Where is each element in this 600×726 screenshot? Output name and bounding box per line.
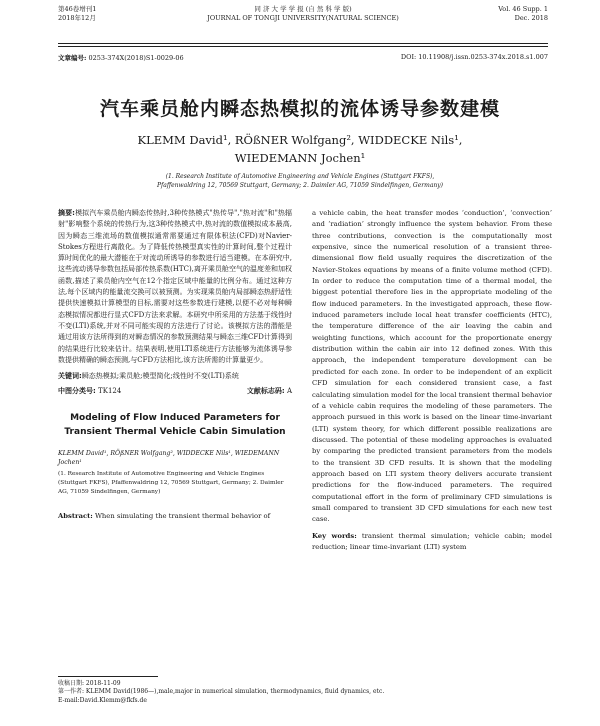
right-column [312, 208, 552, 553]
author-list: KLEMM David¹, RÖßNER Wolfgang², WIDDECKE Nils¹, WIEDEMANN Jochen¹ [137, 133, 463, 165]
document-code: 文献标志码: A [246, 387, 292, 396]
footnote-rule [58, 676, 158, 677]
header-rule [58, 43, 548, 44]
date-cn: 2018年12月 [58, 13, 96, 22]
running-header [58, 5, 548, 41]
doi: DOI: 10.11908/j.issn.0253-374x.2018.s1.007 [400, 53, 548, 61]
affiliations-en: (1. Research Institute of Automotive Engineering and Vehicle Engines (Stuttgart FKFS), Pfaffenwaldring 12, 70569 Stuttgart, Germany; 2. Daimler AG, 71059 Sindelfingen, Germany) [58, 471, 284, 496]
paper-title-cn: 汽车乘员舱内瞬态热模拟的流体诱导参数建模 [99, 98, 500, 120]
paper-title-en: Modeling of Flow Induced Parameters for Transient Thermal Vehicle Cabin Simulation [64, 413, 286, 438]
author-email: E-mail:David.Klemm@fkfs.de [58, 696, 147, 704]
abstract-en-start: Abstract: When simulating the transient thermal behavior of [58, 512, 271, 521]
keywords-cn: 关键词:瞬态热模拟;乘员舱;模型简化;线性时不变(LTI)系统 [58, 372, 239, 381]
clc-number: 中图分类号: TK124 [58, 387, 122, 396]
first-author-info: 第一作者: KLEMM David(1986—),male,major in numerical simulation, thermodynamics, fluid dynamics, etc. [58, 688, 385, 696]
header-center [58, 5, 548, 22]
footnote [58, 676, 548, 705]
affiliations: (1. Research Institute of Automotive Engineering and Vehicle Engines (Stuttgart FKFS), Pfaffenwaldring 12, 70569 Stuttgart, Germany; 2. Daimler AG, 71059 Sindelfingen, Germany) [156, 173, 443, 189]
header-right [498, 5, 548, 22]
article-number: 文章编号: 0253-374X(2018)S1-0029-06 [58, 54, 184, 62]
journal-name-cn: 同 济 大 学 学 报 (自 然 科 学 版) [254, 5, 352, 13]
keywords-en: Key words: transient thermal simulation; vehicle cabin; model reduction; linear time-invariant (LTI) system [312, 531, 553, 551]
date-en: Dec. 2018 [514, 13, 548, 22]
received-date: 收稿日期: 2018-11-09 [58, 680, 121, 687]
header-rule-thin [58, 46, 548, 47]
left-column [58, 208, 292, 521]
volume-cn: 第46卷增刊1 [58, 5, 97, 13]
classification [58, 386, 292, 397]
journal-name-en: JOURNAL OF TONGJI UNIVERSITY(NATURAL SCIENCE) [207, 13, 399, 22]
author-list-en: KLEMM David¹, RÖßNER Wolfgang², WIDDECKE Nils¹, WIEDEMANN Jochen¹ [58, 450, 280, 467]
abstract-en: a vehicle cabin, the heat transfer modes ‘conduction’, ‘convection’ and ‘radiation’ strongly influence the system behavior. From these three contributions, convection is the computationally most expensive, since the numerical resolution of a transient three-dimensional flow field usually requires the discretization of the Navier-Stokes equations by means of a finite volume method (CFD). In order to reduce the computation time of a thermal model, the biggest potential therefore lies in the appropriate modeling of the flow induced parameters. In the investigated approach, these flow-induced parameters include local heat transfer coefficients (HTC), the temperature difference of the air leaving the cabin and weighting functions, which account for the proportionate energy distribution within the cabin air into 12 defined zones. With this approach, the independent temperature development can be predicted for each zone. In order to be independent of an explicit CFD simulation for each considered transient case, a fast calculating simulation model for the local transient thermal behavior of a vehicle cabin requires the modeling of these parameters. The approach pursued in this work is based on the linear time-invariant (LTI) system theory, for which different possible realizations are discussed. The potential of these modeling approaches is evaluated by comparing the predicted transient parameters from the models to the transient 3D CFD results. It is shown that the modeling approach based on LTI system theory delivers accurate transient predictions for the flow-induced parameters. The required computational effort in the form of preliminary CFD simulations is small compared to transient 3D CFD simulations for each new test case. [312, 209, 552, 524]
volume-en: Vol. 46 Supp. 1 [498, 5, 548, 13]
abstract-cn: 摘要:模拟汽车乘员舱内瞬态传热时,3种传热模式"热传导","热对流"和"热辐射"影响整个系统的传热行为,这3种传热模式中,热对流的数值模拟成本最高,因为瞬态三维流场的数值模拟通常需要通过有限体积法(CFD)对Navier-Stokes方程进行离散化。为了降低传热模型真实性的计算时间,整个过程计算时间优化的最大潜能在于对流动所诱导的参数进行适当建模。在本研究中,这些流动诱导参数包括局部传热系数(HTC),离开乘员舱空气的温度差和加权函数,描述了乘员舱内空气在12个指定区域中能量的比例分布。通过这种方法,每个区域内的能量流交换可以被预测。为实现乘员舱内局部瞬态热舒适性提供快速模拟计算模型的目标,需要对这些参数进行建模,以便不必对每种瞬态模拟情况都进行显式CFD方法来求解。本研究中所采用的方法基于线性时不变(LTI)系统,并对不同可能实现的方法进行了讨论。该模拟方法的潜能是通过用该方法所得到的对瞬态情况的参数预测结果与瞬态三维CFD计算得到的结果进行比较来估计。结果表明,使用LTI系统进行方法能够为流体诱导参数提供精确的瞬态预测,与CFD方法相比,该方法所需的计算量更少。 [58, 209, 292, 364]
